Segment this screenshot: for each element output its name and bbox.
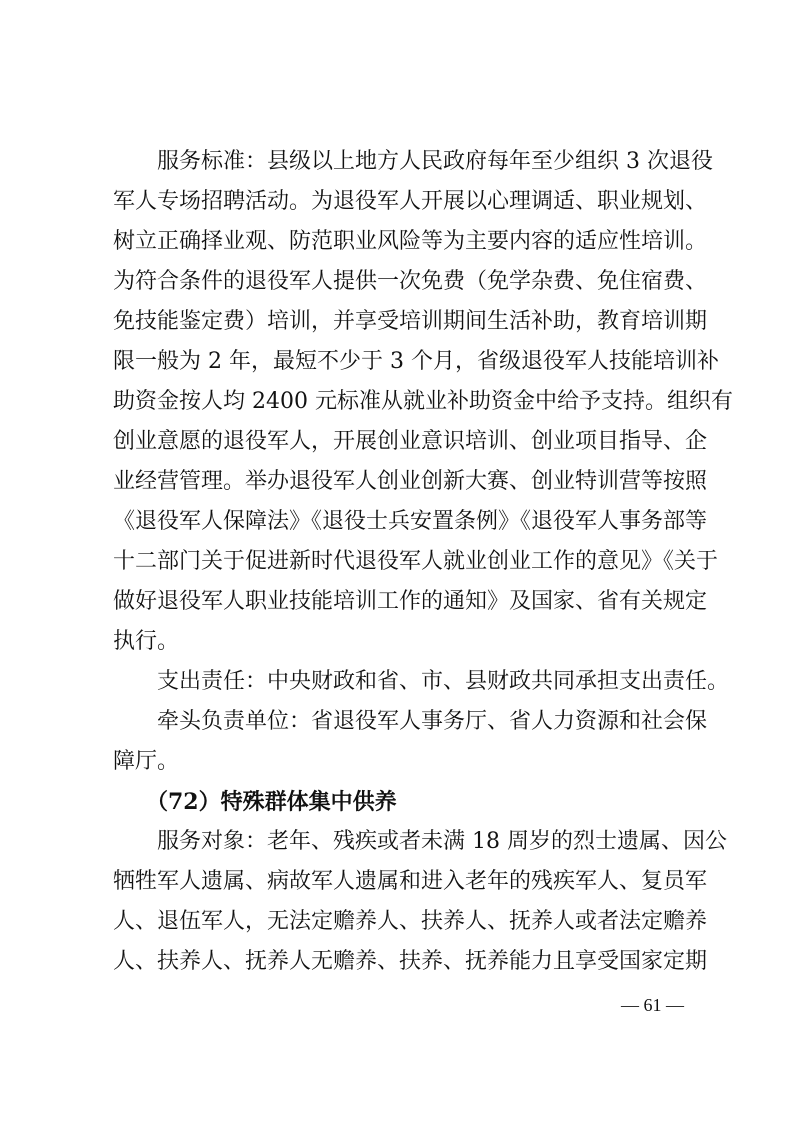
paragraph-service-standard-line-4: 为符合条件的退役军人提供一次免费（免学杂费、免住宿费、: [113, 269, 708, 294]
paragraph-service-target-line-4: 人、扶养人、抚养人无赡养、扶养、抚养能力且享受国家定期: [113, 949, 708, 974]
paragraph-service-standard-line-7: 助资金按人均 2400 元标准从就业补助资金中给予支持。组织有: [113, 389, 733, 414]
section-heading-72: （72）特殊群体集中供养: [113, 789, 397, 815]
paragraph-expenditure-responsibility: 支出责任：中央财政和省、市、县财政共同承担支出责任。: [113, 669, 730, 694]
paragraph-service-standard-line-3: 树立正确择业观、防范职业风险等为主要内容的适应性培训。: [113, 229, 708, 254]
paragraph-service-standard-line-9: 业经营管理。举办退役军人创业创新大赛、创业特训营等按照: [113, 469, 708, 494]
paragraph-service-standard-line-12: 做好退役军人职业技能培训工作的通知》及国家、省有关规定: [113, 589, 708, 614]
paragraph-service-standard-line-6: 限一般为 2 年，最短不少于 3 个月，省级退役军人技能培训补: [113, 349, 719, 374]
paragraph-lead-unit-line-2: 障厅。: [113, 749, 180, 774]
paragraph-service-target-line-2: 牺牲军人遗属、病故军人遗属和进入老年的残疾军人、复员军: [113, 869, 708, 894]
paragraph-service-standard-line-2: 军人专场招聘活动。为退役军人开展以心理调适、职业规划、: [113, 189, 708, 214]
paragraph-service-standard-line-5: 免技能鉴定费）培训，并享受培训期间生活补助，教育培训期: [113, 309, 708, 334]
paragraph-service-standard-line-10: 《退役军人保障法》《退役士兵安置条例》《退役军人事务部等: [113, 509, 708, 534]
paragraph-lead-unit-line-1: 牵头负责单位：省退役军人事务厅、省人力资源和社会保: [113, 709, 708, 734]
paragraph-service-target-line-3: 人、退伍军人，无法定赡养人、扶养人、抚养人或者法定赡养: [113, 909, 708, 934]
paragraph-service-standard-line-13: 执行。: [113, 629, 180, 654]
paragraph-service-standard-line-8: 创业意愿的退役军人，开展创业意识培训、创业项目指导、企: [113, 429, 708, 454]
paragraph-service-standard-line-11: 十二部门关于促进新时代退役军人就业创业工作的意见》《关于: [113, 549, 719, 574]
paragraph-service-target-line-1: 服务对象：老年、残疾或者未满 18 周岁的烈士遗属、因公: [113, 829, 727, 854]
paragraph-service-standard-line-1: 服务标准：县级以上地方人民政府每年至少组织 3 次退役: [113, 149, 713, 174]
page-number: — 61 —: [621, 995, 684, 1015]
